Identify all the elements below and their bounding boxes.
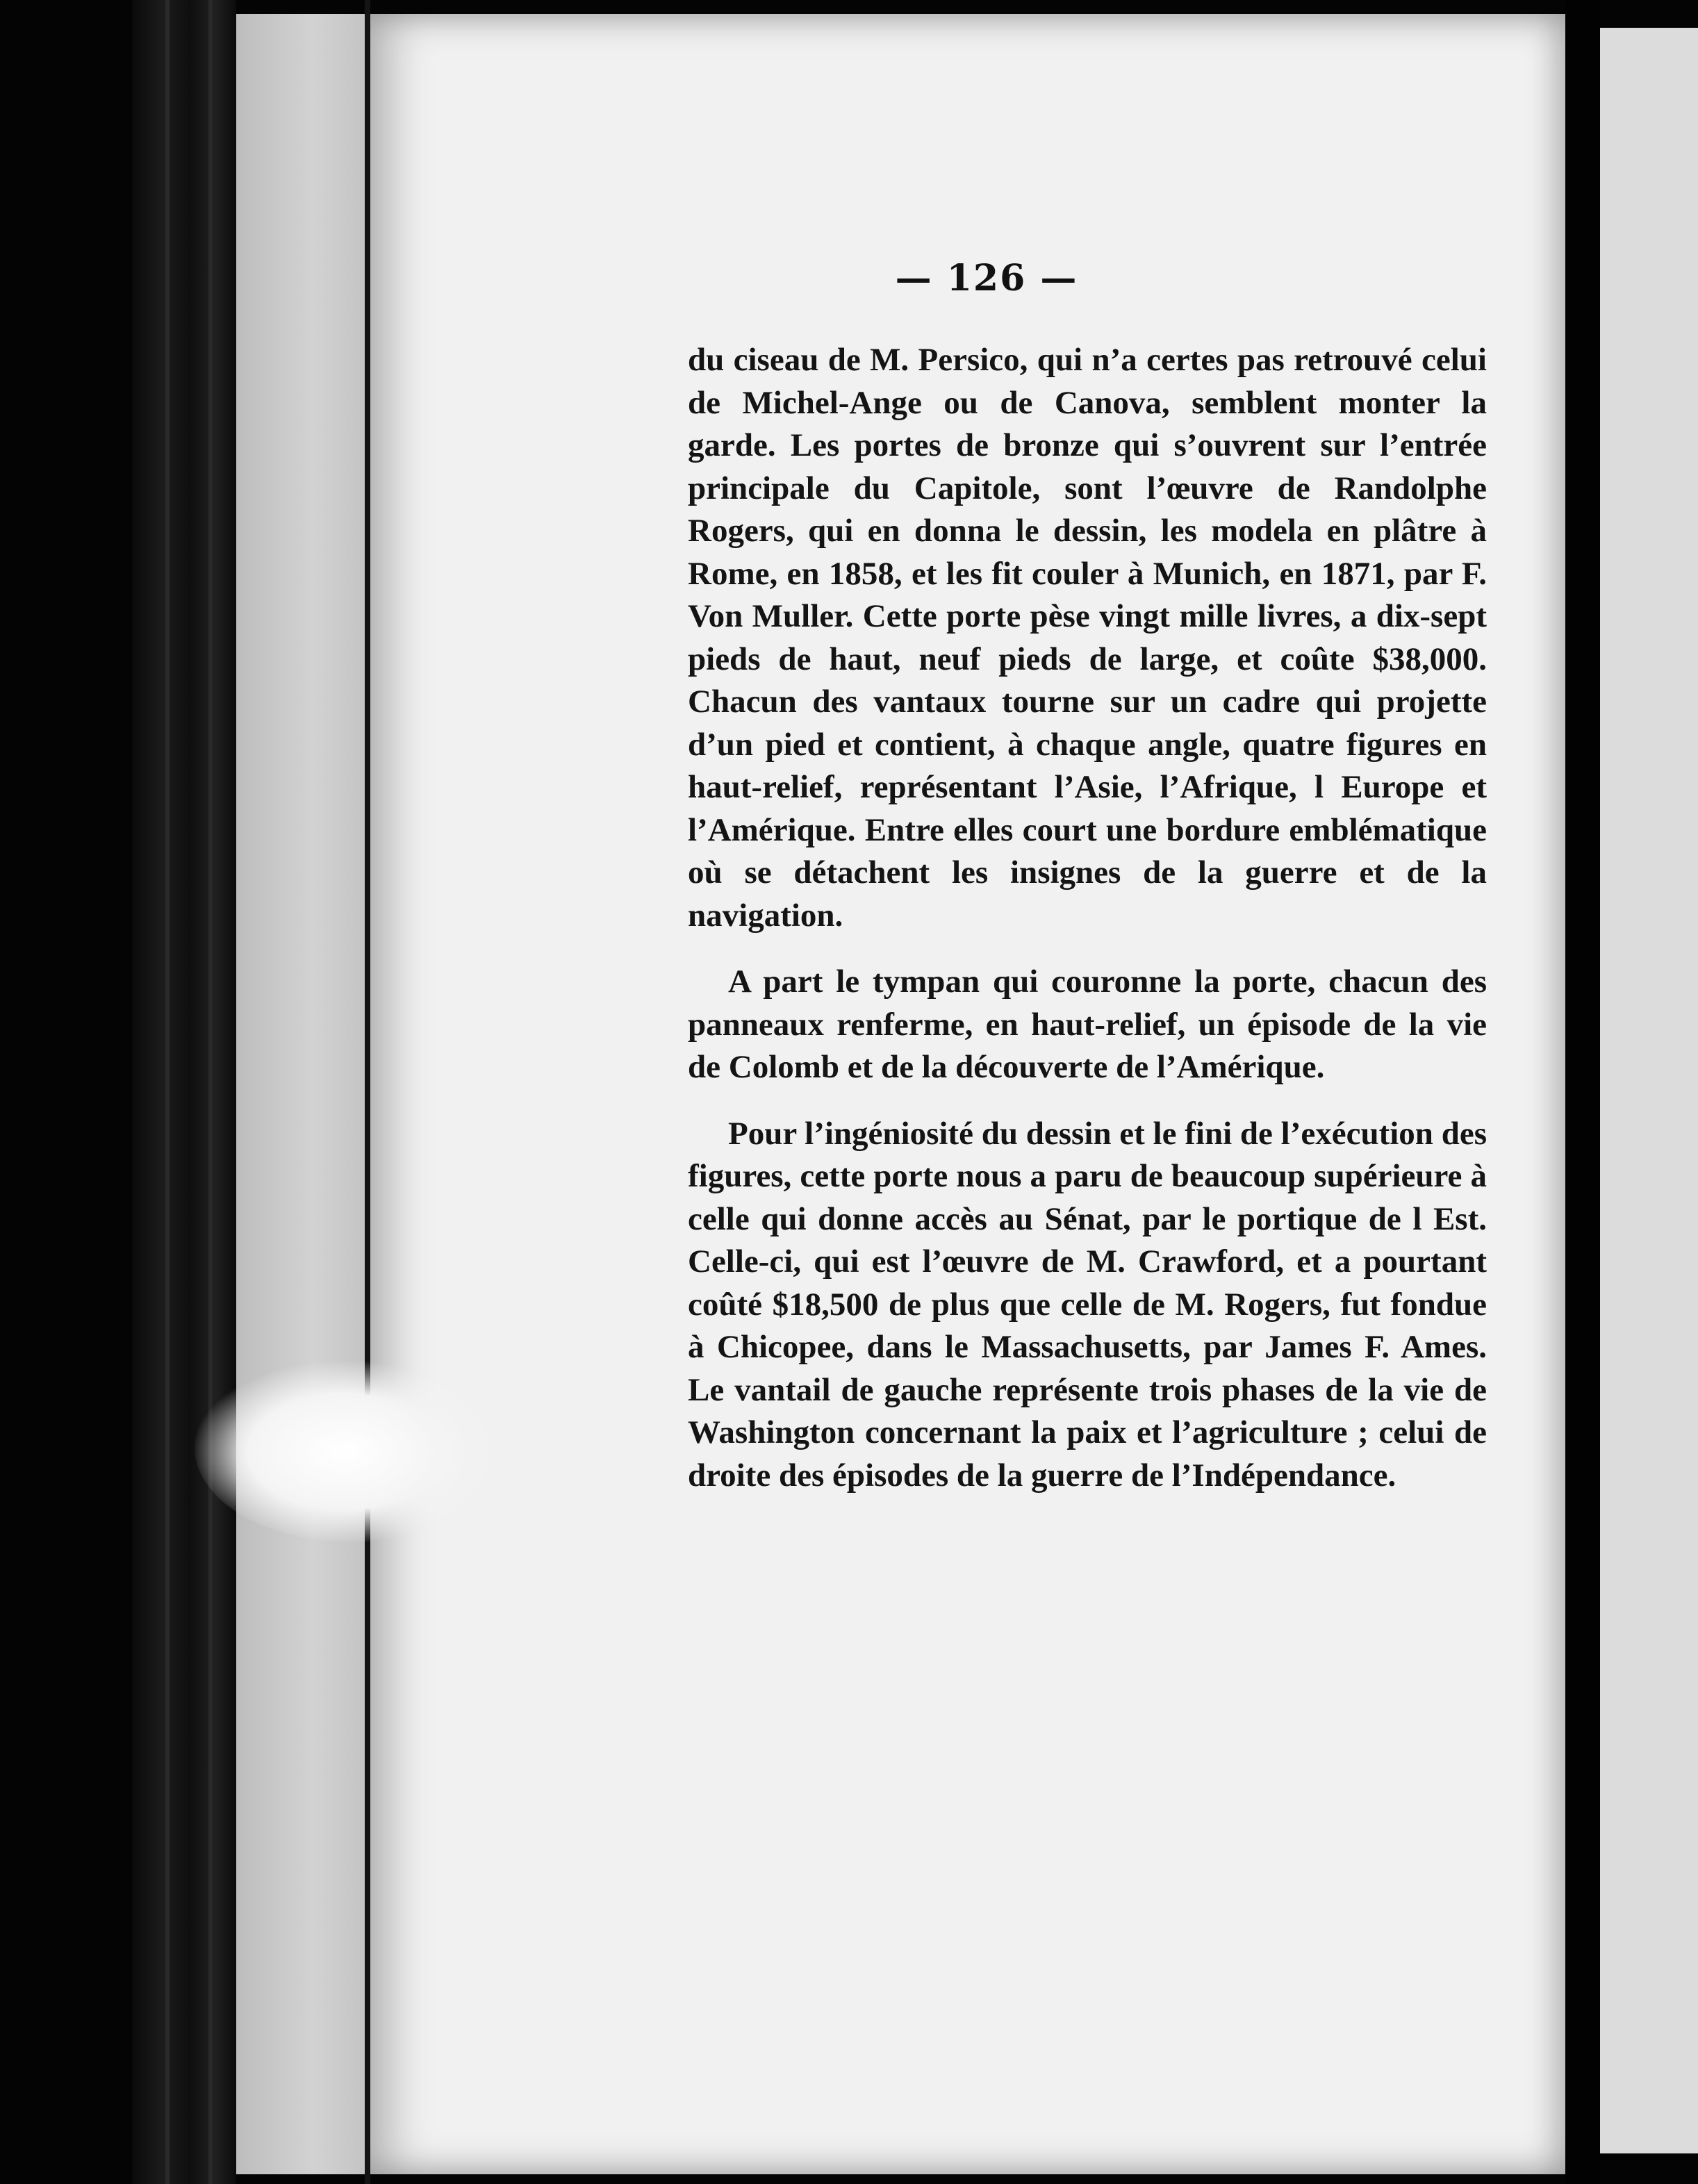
book-binding — [132, 0, 236, 2184]
paragraph: Pour l’ingéniosité du dessin et le fini de l’exécution des figures, cette porte nous a paru de beaucoup supérieure à celle qui donne accès au Sénat, par le portique de l Est. Celle-ci, qui est l’œuvre de M. Crawford, et a pourtant coûté $18,500 de plus que celle de M. Rogers, fut fondue à Chicopee, dans le Massachusetts, par James F. Ames. Le vantail de gauche représente trois phases de la vie de Washington concernant la paix et l’agriculture ; celui de droite des épisodes de la guerre de l’Indépendance. — [688, 1115, 1487, 1494]
inner-margin — [236, 14, 365, 2174]
page-number: — 126 — — [895, 257, 1078, 299]
page-right-edge — [1565, 0, 1600, 2184]
binding-edge-line — [165, 0, 170, 2184]
paragraph: du ciseau de M. Persico, qui n’a certes pas retrouvé celui de Michel-Ange ou de Canova, semblent monter la garde. Les portes de bronze qui s’ouvrent sur l’entrée principale du Capitole, sont l’œuvre de Randolphe Rogers, qui en donna le dessin, les modela en plâtre à Rome, en 1858, et les fit couler à Munich, en 1871, par F. Von Muller. Cette porte pèse vingt mille livres, a dix-sept pieds de haut, neuf pieds de large, et coûte $38,000. Chacun des vantaux tourne sur un cadre qui projette d’un pied et contient, à chaque angle, quatre figures en haut-relief, représentant l’Asie, l’Afrique, l Europe et l’Amérique. Entre elles court une bordure emblématique où se détachent les insignes de la guerre et de la navigation. — [688, 342, 1487, 934]
adjacent-page-edge — [1600, 28, 1698, 2153]
page-torn-edge — [365, 0, 370, 2184]
paragraph: A part le tympan qui couronne la porte, chacun des panneaux renferme, en haut-relief, un épisode de la vie de Colomb et de la découverte de l’Amérique. — [688, 963, 1487, 1085]
body-text — [688, 339, 1487, 1497]
binding-edge-line — [208, 0, 213, 2184]
